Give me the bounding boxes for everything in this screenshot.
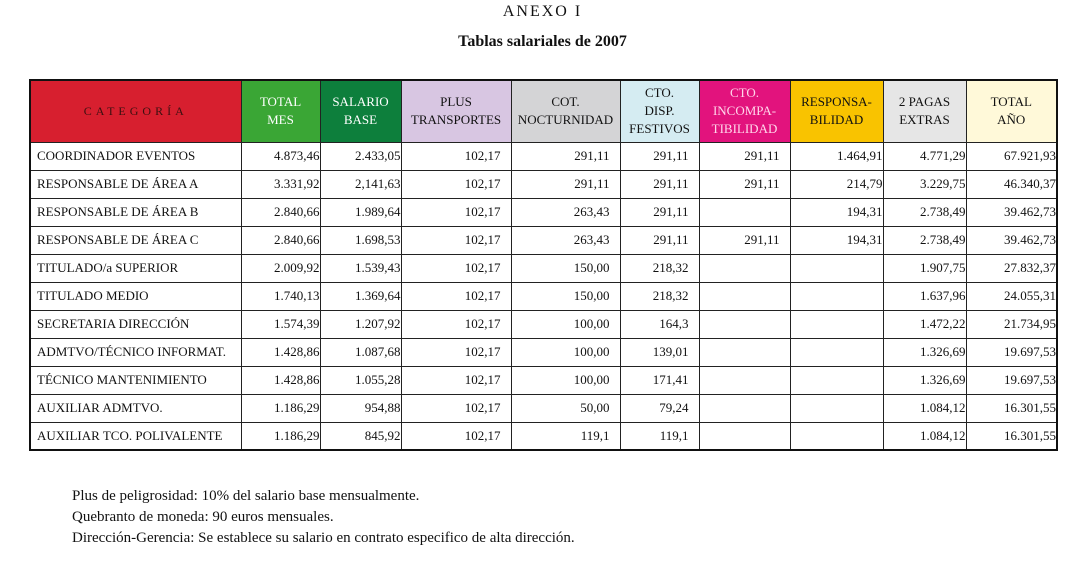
value-cell-cto-incompatibilidad: [699, 254, 790, 282]
column-header-line: TOTAL: [259, 94, 302, 110]
value-cell-pagas-extras: 1.084,12: [883, 422, 966, 450]
category-cell: TITULADO MEDIO: [30, 282, 241, 310]
value-cell-plus-transportes: 102,17: [401, 282, 511, 310]
value-cell-plus-transportes: 102,17: [401, 170, 511, 198]
column-header-line: 2 PAGAS: [898, 94, 951, 110]
column-header-line: NOCTURNIDAD: [517, 112, 614, 128]
column-header-cto-disp-festivos: [620, 80, 699, 142]
value-cell-pagas-extras: 1.326,69: [883, 366, 966, 394]
value-cell-cto-incompatibilidad: [699, 310, 790, 338]
table-row: [30, 226, 1057, 254]
value-cell-total-mes: 1.428,86: [241, 338, 320, 366]
value-cell-cto-disp-festivos: 291,11: [620, 198, 699, 226]
value-cell-cto-incompatibilidad: 291,11: [699, 226, 790, 254]
value-cell-plus-transportes: 102,17: [401, 310, 511, 338]
column-header-line: SALARIO: [332, 94, 389, 110]
column-header-line: DISP.: [644, 103, 675, 119]
value-cell-total-mes: 2.009,92: [241, 254, 320, 282]
value-cell-total-mes: 1.186,29: [241, 422, 320, 450]
value-cell-total-anio: 19.697,53: [966, 338, 1057, 366]
value-cell-cto-incompatibilidad: [699, 198, 790, 226]
table-header-row: [30, 80, 1057, 142]
value-cell-pagas-extras: 1.637,96: [883, 282, 966, 310]
table-row: [30, 282, 1057, 310]
category-cell: RESPONSABLE DE ÁREA B: [30, 198, 241, 226]
value-cell-salario-base: 1.539,43: [320, 254, 401, 282]
value-cell-responsabilidad: [790, 338, 883, 366]
value-cell-cot-nocturnidad: 291,11: [511, 170, 620, 198]
value-cell-plus-transportes: 102,17: [401, 226, 511, 254]
column-header-line: BASE: [343, 112, 378, 128]
value-cell-plus-transportes: 102,17: [401, 198, 511, 226]
column-header-line: EXTRAS: [899, 112, 950, 128]
value-cell-pagas-extras: 1.907,75: [883, 254, 966, 282]
value-cell-cto-disp-festivos: 171,41: [620, 366, 699, 394]
value-cell-total-mes: 1.428,86: [241, 366, 320, 394]
value-cell-cot-nocturnidad: 100,00: [511, 310, 620, 338]
value-cell-responsabilidad: 194,31: [790, 198, 883, 226]
value-cell-total-mes: 1.186,29: [241, 394, 320, 422]
value-cell-cto-disp-festivos: 218,32: [620, 254, 699, 282]
column-header-line: CTO.: [729, 85, 759, 101]
value-cell-plus-transportes: 102,17: [401, 254, 511, 282]
value-cell-cot-nocturnidad: 119,1: [511, 422, 620, 450]
note-direccion: Dirección-Gerencia: Se establece su salario en contrato especifico de alta dirección.: [72, 530, 575, 546]
category-cell: RESPONSABLE DE ÁREA A: [30, 170, 241, 198]
value-cell-pagas-extras: 4.771,29: [883, 142, 966, 170]
table-row: [30, 198, 1057, 226]
value-cell-total-anio: 24.055,31: [966, 282, 1057, 310]
table-row: [30, 422, 1057, 450]
value-cell-cto-incompatibilidad: [699, 366, 790, 394]
column-header-line: FESTIVOS: [629, 121, 690, 137]
value-cell-plus-transportes: 102,17: [401, 338, 511, 366]
value-cell-responsabilidad: [790, 366, 883, 394]
table-row: [30, 254, 1057, 282]
value-cell-pagas-extras: 3.229,75: [883, 170, 966, 198]
column-header-responsabilidad: [790, 80, 883, 142]
value-cell-plus-transportes: 102,17: [401, 422, 511, 450]
category-cell: AUXILIAR ADMTVO.: [30, 394, 241, 422]
document-subtitle: Tablas salariales de 2007: [458, 33, 627, 50]
value-cell-cto-disp-festivos: 291,11: [620, 142, 699, 170]
column-header-line: CTO.: [644, 85, 674, 101]
value-cell-responsabilidad: [790, 422, 883, 450]
value-cell-cot-nocturnidad: 50,00: [511, 394, 620, 422]
table-row: [30, 310, 1057, 338]
column-header-line: TOTAL: [990, 94, 1032, 110]
value-cell-plus-transportes: 102,17: [401, 142, 511, 170]
value-cell-responsabilidad: 1.464,91: [790, 142, 883, 170]
value-cell-salario-base: 2.433,05: [320, 142, 401, 170]
table-row: [30, 394, 1057, 422]
value-cell-cot-nocturnidad: 263,43: [511, 226, 620, 254]
value-cell-cot-nocturnidad: 150,00: [511, 282, 620, 310]
value-cell-cto-disp-festivos: 79,24: [620, 394, 699, 422]
value-cell-salario-base: 1.989,64: [320, 198, 401, 226]
value-cell-salario-base: 1.207,92: [320, 310, 401, 338]
table-row: [30, 338, 1057, 366]
column-header-line: BILIDAD: [809, 112, 864, 128]
table-row: [30, 170, 1057, 198]
value-cell-total-mes: 4.873,46: [241, 142, 320, 170]
value-cell-responsabilidad: [790, 254, 883, 282]
value-cell-cto-disp-festivos: 291,11: [620, 170, 699, 198]
value-cell-cot-nocturnidad: 263,43: [511, 198, 620, 226]
value-cell-cto-disp-festivos: 218,32: [620, 282, 699, 310]
column-header-line: PLUS: [440, 94, 472, 110]
column-header-categoria: [30, 80, 241, 142]
category-cell: SECRETARIA DIRECCIÓN: [30, 310, 241, 338]
value-cell-pagas-extras: 2.738,49: [883, 198, 966, 226]
value-cell-cot-nocturnidad: 291,11: [511, 142, 620, 170]
value-cell-salario-base: 1.369,64: [320, 282, 401, 310]
column-header-cot-nocturnidad: [511, 80, 620, 142]
value-cell-responsabilidad: [790, 310, 883, 338]
value-cell-total-anio: 39.462,73: [966, 226, 1057, 254]
value-cell-cot-nocturnidad: 150,00: [511, 254, 620, 282]
value-cell-cot-nocturnidad: 100,00: [511, 366, 620, 394]
value-cell-total-anio: 16.301,55: [966, 394, 1057, 422]
value-cell-salario-base: 954,88: [320, 394, 401, 422]
value-cell-cto-incompatibilidad: [699, 282, 790, 310]
column-header-plus-transportes: [401, 80, 511, 142]
value-cell-total-anio: 67.921,93: [966, 142, 1057, 170]
value-cell-responsabilidad: 194,31: [790, 226, 883, 254]
value-cell-pagas-extras: 1.326,69: [883, 338, 966, 366]
value-cell-cto-disp-festivos: 164,3: [620, 310, 699, 338]
column-header-line: INCOMPA-: [712, 103, 777, 119]
value-cell-plus-transportes: 102,17: [401, 394, 511, 422]
value-cell-plus-transportes: 102,17: [401, 366, 511, 394]
category-cell: TÉCNICO MANTENIMIENTO: [30, 366, 241, 394]
value-cell-total-anio: 27.832,37: [966, 254, 1057, 282]
column-header-cto-incompatibilidad: [699, 80, 790, 142]
value-cell-responsabilidad: [790, 282, 883, 310]
value-cell-total-mes: 2.840,66: [241, 198, 320, 226]
value-cell-total-anio: 16.301,55: [966, 422, 1057, 450]
value-cell-salario-base: 1.698,53: [320, 226, 401, 254]
value-cell-cto-incompatibilidad: 291,11: [699, 170, 790, 198]
column-header-line: RESPONSA-: [801, 94, 872, 110]
value-cell-total-anio: 21.734,95: [966, 310, 1057, 338]
value-cell-pagas-extras: 2.738,49: [883, 226, 966, 254]
value-cell-cto-disp-festivos: 119,1: [620, 422, 699, 450]
category-cell: AUXILIAR TCO. POLIVALENTE: [30, 422, 241, 450]
column-header-line: CATEGORÍA: [83, 104, 188, 119]
value-cell-responsabilidad: 214,79: [790, 170, 883, 198]
column-header-line: AÑO: [997, 112, 1026, 128]
value-cell-pagas-extras: 1.084,12: [883, 394, 966, 422]
column-header-line: TIBILIDAD: [711, 121, 778, 137]
value-cell-responsabilidad: [790, 394, 883, 422]
table-row: [30, 366, 1057, 394]
value-cell-salario-base: 1.055,28: [320, 366, 401, 394]
column-header-pagas-extras: [883, 80, 966, 142]
value-cell-cto-disp-festivos: 139,01: [620, 338, 699, 366]
value-cell-total-mes: 1.740,13: [241, 282, 320, 310]
value-cell-total-anio: 46.340,37: [966, 170, 1057, 198]
value-cell-cot-nocturnidad: 100,00: [511, 338, 620, 366]
value-cell-total-mes: 1.574,39: [241, 310, 320, 338]
note-peligrosidad: Plus de peligrosidad: 10% del salario base mensualmente.: [72, 488, 420, 504]
category-cell: RESPONSABLE DE ÁREA C: [30, 226, 241, 254]
value-cell-cto-incompatibilidad: [699, 338, 790, 366]
column-header-total-anio: [966, 80, 1057, 142]
column-header-line: COT.: [551, 94, 580, 110]
footnotes: [72, 486, 575, 549]
category-cell: TITULADO/a SUPERIOR: [30, 254, 241, 282]
value-cell-cto-incompatibilidad: 291,11: [699, 142, 790, 170]
value-cell-cto-incompatibilidad: [699, 422, 790, 450]
value-cell-total-anio: 39.462,73: [966, 198, 1057, 226]
annex-title: ANEXO I: [502, 3, 583, 20]
table-row: [30, 142, 1057, 170]
value-cell-salario-base: 2,141,63: [320, 170, 401, 198]
column-header-line: MES: [267, 112, 294, 128]
value-cell-salario-base: 1.087,68: [320, 338, 401, 366]
column-header-salario-base: [320, 80, 401, 142]
value-cell-total-mes: 2.840,66: [241, 226, 320, 254]
value-cell-total-anio: 19.697,53: [966, 366, 1057, 394]
salary-table: [29, 79, 1058, 451]
table-body: [30, 142, 1057, 450]
value-cell-cto-disp-festivos: 291,11: [620, 226, 699, 254]
column-header-line: TRANSPORTES: [410, 112, 502, 128]
category-cell: ADMTVO/TÉCNICO INFORMAT.: [30, 338, 241, 366]
value-cell-salario-base: 845,92: [320, 422, 401, 450]
category-cell: COORDINADOR EVENTOS: [30, 142, 241, 170]
value-cell-cto-incompatibilidad: [699, 394, 790, 422]
value-cell-total-mes: 3.331,92: [241, 170, 320, 198]
column-header-total-mes: [241, 80, 320, 142]
note-quebranto: Quebranto de moneda: 90 euros mensuales.: [72, 509, 334, 525]
value-cell-pagas-extras: 1.472,22: [883, 310, 966, 338]
